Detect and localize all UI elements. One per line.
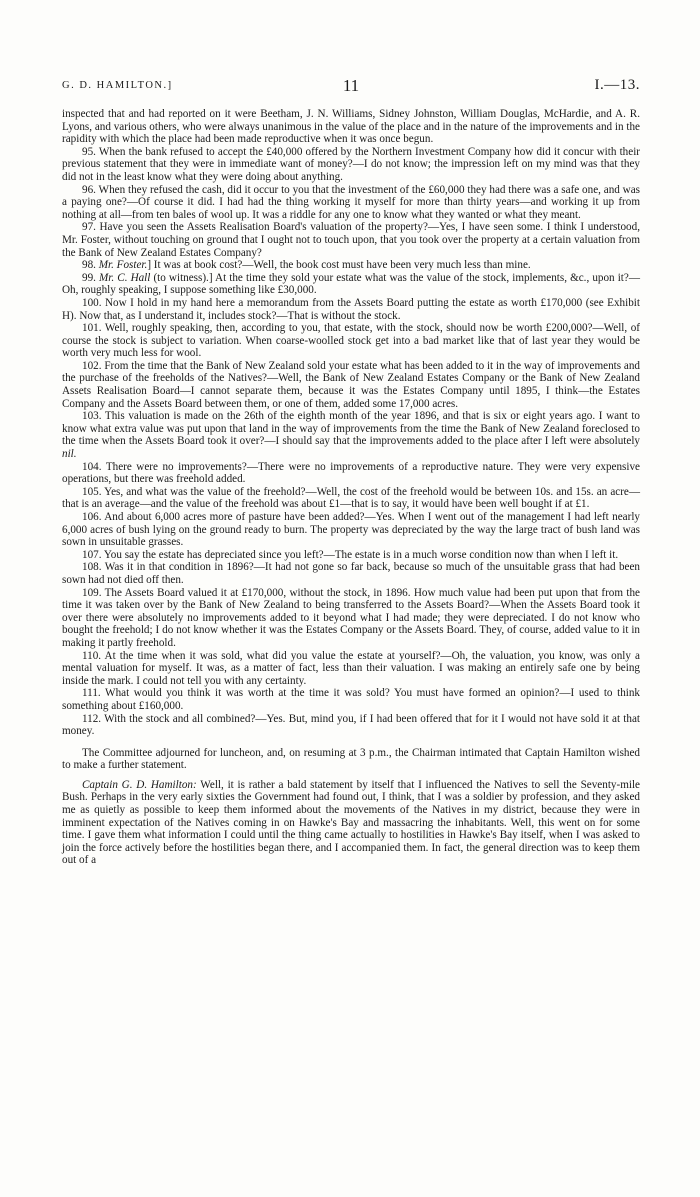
witness-statement [62, 779, 640, 867]
italic-text: Mr. C. Hall [99, 271, 151, 284]
text-run: 105. Yes, and what was the value of the freehold?—Well, the cost of the freehold would be between 10s. and 15s. an acre—that is an average—and the value of the freehold was about £1—that is to say, it would have been well bought if at £1. [62, 485, 640, 511]
page-number: 11 [342, 76, 360, 95]
paragraph [62, 184, 640, 222]
text-run: 103. This valuation is made on the 26th of the eighth month of the year 1896, and that is six or eight years ago. I want to know what extra value was put upon that land in the way of improvements from the time the Bank of New Zealand foreclosed to the time when the Assets Board took it over?—I should say that the improvements added to the place after I left were absolutely [62, 410, 640, 448]
paper-reference: I.—13. [594, 77, 640, 93]
paragraph [62, 360, 640, 410]
text-run: 110. At the time when it was sold, what did you value the estate at yourself?—Oh, the valuation, you know, was only a mental valuation for myself. It was, as a matter of fact, less than their valuation. I was making an entirely safe one by being inside the mark. I could not tell you with any certainty. [62, 649, 640, 687]
text-run: 97. Have you seen the Assets Realisation Board's valuation of the property?—Yes, I have seen some. I think I understood, Mr. Foster, without touching on ground that I ought not to touch upon, that you took over the property at a certain valuation from the Bank of New Zealand Estates Company? [62, 221, 640, 259]
italic-text: Captain G. D. Hamilton: [82, 778, 197, 791]
paragraph [62, 650, 640, 688]
paragraph [62, 410, 640, 460]
italic-text: nil. [62, 448, 77, 461]
document-body [62, 108, 640, 867]
text-run: 102. From the time that the Bank of New Zealand sold your estate what has been added to it in the way of improvements and the purchase of the freeholds of the Natives?—Well, the Bank of New Zealand Estates Company or the Bank of New Zealand Assets Realisation Board—I cannot separate them, because it was the Estates Company until 1895, I think—the Estates Company and the Assets Board between them, or one of them, added some 17,000 acres. [62, 359, 640, 410]
text-run: 108. Was it in that condition in 1896?—It had not gone so far back, because so much of the unsuitable grass that had been sown had not died off then. [62, 561, 640, 586]
text-run: 99. [82, 271, 100, 284]
paragraph [62, 221, 640, 259]
paragraph [62, 486, 640, 511]
paragraph [62, 322, 640, 360]
text-run: (to witness).] At the time they sold your estate what was the value of the stock, implements, &c., upon it?—Oh, roughly speaking, I suppose something like £30,000. [62, 271, 640, 297]
text-run: 112. With the stock and all combined?—Yes. But, mind you, if I had been offered that for it I would not have sold it at that money. [62, 712, 640, 738]
paragraph [62, 297, 640, 322]
paragraph [62, 146, 640, 184]
text-run: 109. The Assets Board valued it at £170,000, without the stock, in 1896. How much value had been put upon that from the time it was taken over by the Bank of New Zealand to being transferred to the Assets Board?—When the Assets Board took it over there were absolutely no improvements added to it beyond what I had made; they were depreciated. I do not know who bought the freehold; I do not know whether it was the Estates Company or the Assets Board. They, of course, added value to it in making it partly freehold. [62, 586, 640, 649]
text-run: 98. [82, 259, 99, 272]
text-run: 107. You say the estate has depreciated since you left?—The estate is in a much worse condition now than when I left it. [82, 548, 619, 561]
text-run: Well, it is rather a bald statement by itself that I influenced the Natives to sell the Seventy-mile Bush. Perhaps in the very early sixties the Government had found out, I think, that I was a soldier by profession, and they asked me as quietly as possible to keep them informed about the movements of the Natives in my district, because they were in imminent expectation of the Natives coming in on Hawke's Bay and massacring the inhabitants. Well, this went on for some time. I gave them what information I could until the thing came actually to hostilities in Hawke's Bay itself, when I was asked to join the force actively before the hostilities began there, and I accompanied them. In fact, the general direction was to keep them out of a [62, 778, 640, 867]
text-run: 96. When they refused the cash, did it occur to you that the investment of the £60,000 they had there was a safe one, and was a paying one?—Of course it did. I had had the thing working it myself for more than thirty years—and working it up from nothing at all—from ten bales of wool up. It was a riddle for any one to know what they wanted or what they meant. [62, 183, 640, 221]
paragraph [62, 687, 640, 712]
text-run: 95. When the bank refused to accept the £40,000 offered by the Northern Investment Company how did it concur with their previous statement that they were in immediate want of money?—I do not know; the impression left on my mind was that they did not in the least know what they were doing about anything. [62, 145, 640, 183]
paragraph [62, 561, 640, 586]
paragraph [62, 511, 640, 549]
paragraph [62, 461, 640, 486]
paragraph [62, 272, 640, 297]
text-run: 111. What would you think it was worth at the time it was sold? You must have formed an opinion?—I used to think something about £160,000. [62, 687, 640, 712]
paragraph [62, 713, 640, 738]
text-run: inspected that and had reported on it were Beetham, J. N. Williams, Sidney Johnston, William Douglas, McHardie, and A. R. Lyons, and various others, who were always unanimous in the value of the place and in the nature of the improvements and in the rapidity with which the place had been made reproductive when it was once begun. [62, 108, 640, 146]
text-run: 106. And about 6,000 acres more of pasture have been added?—Yes. When I went out of the management I had left nearly 6,000 acres of bush lying on the ground ready to burn. The property was depreciated by the way the large tract of bush land was sown in unsuitable grasses. [62, 511, 640, 549]
text-run: 104. There were no improvements?—There were no improvements of a reproductive nature. They were very expensive operations, but there was freehold added. [62, 460, 640, 486]
committee-note [62, 747, 640, 772]
paragraph [62, 549, 640, 562]
italic-text: Mr. Foster. [98, 259, 148, 272]
paragraph [62, 259, 640, 272]
text-run: 100. Now I hold in my hand here a memorandum from the Assets Board putting the estate as worth £170,000 (see Exhibit H). Now that, as I understand it, includes stock?—That is without the stock. [62, 296, 640, 322]
paragraph [62, 587, 640, 650]
text-run: The Committee adjourned for luncheon, and, on resuming at 3 p.m., the Chairman intimated that Captain Hamilton wished to make a further statement. [62, 746, 640, 772]
page-header [62, 78, 640, 98]
witness-name: G. D. HAMILTON.] [62, 80, 173, 91]
paragraph [62, 108, 640, 146]
text-run: 101. Well, roughly speaking, then, according to you, that estate, with the stock, should now be worth £200,000?—Well, of course the stock is subject to variation. When coarse-woolled stock get into a bad market like that of last year they would be worth very much less for wool. [62, 322, 640, 360]
text-run: ] It was at book cost?—Well, the book cost must have been very much less than mine. [147, 259, 531, 272]
